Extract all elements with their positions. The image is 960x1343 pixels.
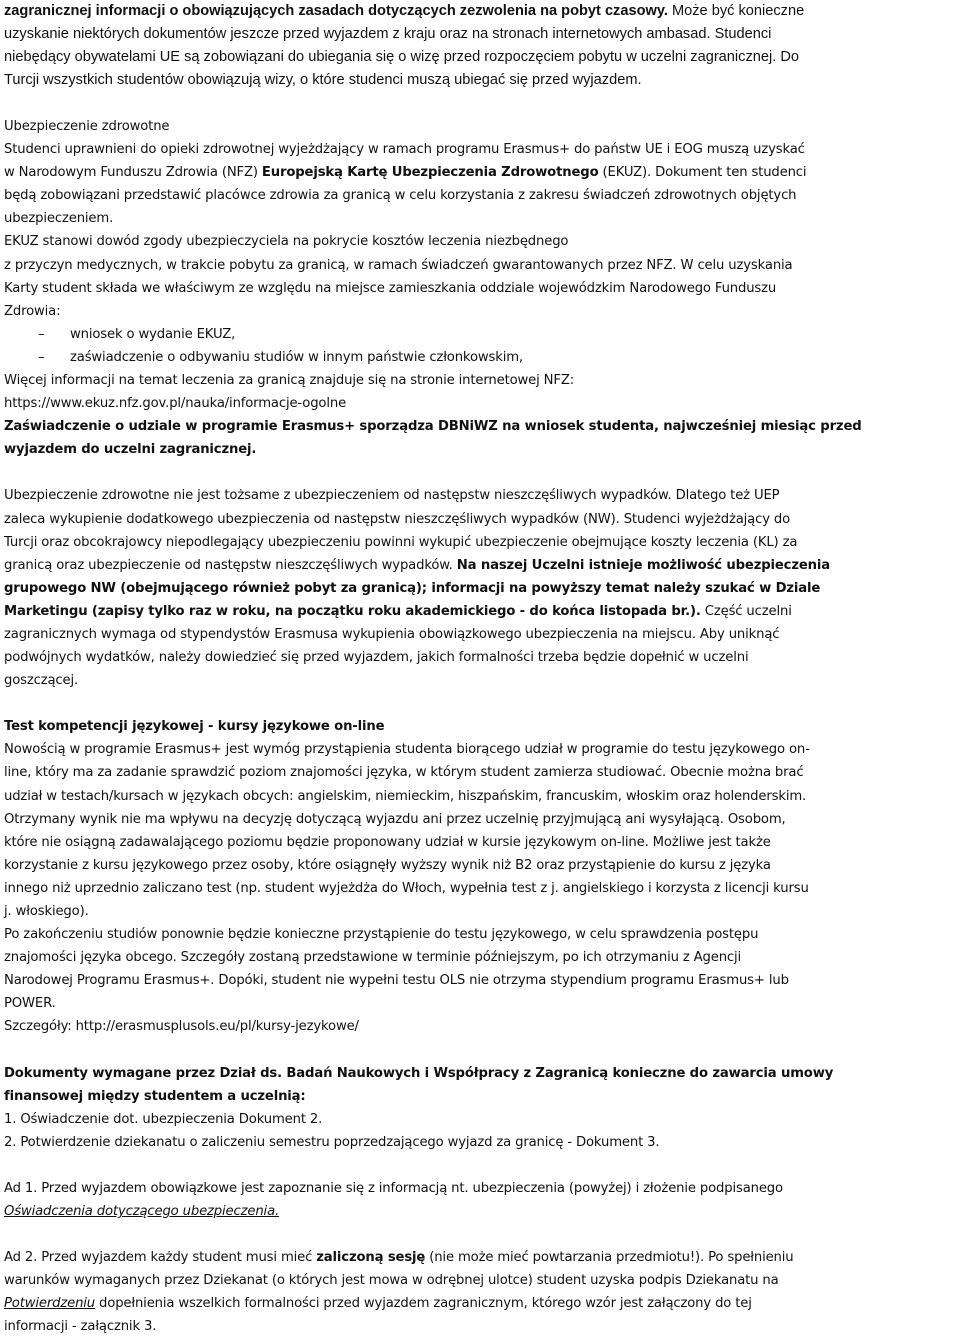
nw-text-b: Część uczelni zagranicznych wymaga od stypendystów Erasmusa wykupienia obowiązkowego ubezpieczenia na miejscu. Aby uniknąć podwójnych wydatków, należy dowiedzieć się przed wyjazdem, jakich formalności trzeba będzie dopełnić w uczelni goszczącej. bbox=[4, 603, 792, 689]
list-item bbox=[4, 346, 956, 369]
intro-bold-text: zagranicznej informacji o obowiązujących zasadach dotyczących zezwolenia na pobyt czasowy. bbox=[4, 3, 668, 19]
health-text-a: Studenci uprawnieni do opieki zdrowotnej wyjeżdżający w ramach programu Erasmus+ do państw UE i EOG muszą uzyskać w Narodowym Funduszu Zdrowia (NFZ) bbox=[4, 142, 805, 181]
section-heading-documents: Dokumenty wymagane przez Dział ds. Badań Naukowych i Współpracy z Zagranicą konieczne do zawarcia umowy finansowej między studentem a uczelnią: bbox=[4, 1065, 834, 1104]
ad2-paragraph bbox=[4, 1246, 956, 1338]
dash-bullet: – bbox=[38, 326, 45, 342]
section-heading-language: Test kompetencji językowej - kursy językowe on-line bbox=[4, 719, 385, 735]
spacer bbox=[4, 1154, 956, 1177]
spacer bbox=[4, 461, 956, 484]
accident-insurance-paragraph bbox=[4, 484, 956, 692]
certificate-note: Zaświadczenie o udziale w programie Erasmus+ sporządza DBNiWZ na wniosek studenta, najwcześniej miesiąc przed wyjazdem do uczelni zagranicznej. bbox=[4, 419, 862, 458]
nw-text-a: Ubezpieczenie zdrowotne nie jest tożsame z ubezpieczeniem od następstw nieszczęśliwych wypadków. Dlatego też UEP zaleca wykupienie dodatkowego ubezpieczenia od następstw nieszczęśliwych wypadków (NW). Studenci wyjeżdżający do Turcji oraz obcokrajowcy niepodlegający ubezpieczeniu powinni wykupić ubezpieczenie obejmujące koszty leczenia (KL) za granicą oraz ubezpieczenie od następstw nieszczęśliwych wypadków. bbox=[4, 488, 798, 573]
nw-bold-text: Na naszej Uczelni istnieje możliwość ubezpieczenia grupowego NW (obejmującego również pobyt za granicą); informacji na powyższy temat należy szukać w Dziale Marketingu (zapisy tylko raz w roku, na początku roku akademickiego - do końca listopada br.). bbox=[4, 557, 831, 619]
intro-paragraph bbox=[4, 0, 956, 92]
document-list-item: 1. Oświadczenie dot. ubezpieczenia Dokument 2. bbox=[4, 1111, 323, 1127]
required-documents-section bbox=[4, 1062, 956, 1339]
dash-bullet: – bbox=[38, 349, 45, 365]
ad2-bold-text: zaliczoną sesję bbox=[316, 1250, 426, 1266]
health-text-b: (EKUZ). Dokument ten studenci będą zobowiązani przedstawić placówce zdrowia za granicą w celu korzystania z zakresu świadczeń zdrowotnych objętych ubezpieczeniem. bbox=[4, 165, 807, 227]
ekuz-bold-text: Europejską Kartę Ubezpieczenia Zdrowotnego bbox=[261, 165, 599, 181]
spacer bbox=[4, 1039, 956, 1062]
ad1-underlined-text: Oświadczenia dotyczącego ubezpieczenia. bbox=[4, 1204, 280, 1220]
intro-text: Może być konieczne uzyskanie niektórych dokumentów jeszcze przed wyjazdem z kraju oraz na stronach internetowych ambasad. Studenci niebędący obywatelami UE są zobowiązani do ubiegania się o wizę przed rozpoczęciem pobytu w uczelni zagranicznej. Do Turcji wszystkich studentów obowiązują wizy, o które studenci muszą ubiegać się przed wyjazdem. bbox=[4, 3, 805, 88]
list-item-text: zaświadczenie o odbywaniu studiów w innym państwie członkowskim, bbox=[70, 349, 523, 365]
health-insurance-section bbox=[4, 115, 956, 461]
section-heading-health: Ubezpieczenie zdrowotne bbox=[4, 119, 170, 134]
ad1-text: Ad 1. Przed wyjazdem obowiązkowe jest zapoznanie się z informacją nt. ubezpieczenia (powyżej) i złożenie podpisanego bbox=[4, 1180, 783, 1196]
spacer bbox=[4, 92, 956, 115]
health-paragraph-2: EKUZ stanowi dowód zgody ubezpieczyciela na pokrycie kosztów leczenia niezbędnego z przyczyn medycznych, w trakcie pobytu za granicą, w ramach świadczeń gwarantowanych przez NFZ. W celu uzyskania Karty student składa we właściwym ze względu na miejsce zamieszkania oddziale wojewódzkim Narodowego Funduszu Zdrowia: bbox=[4, 234, 793, 319]
language-test-section bbox=[4, 715, 956, 1038]
ad2-text-c: dopełnienia wszelkich formalności przed wyjazdem zagranicznym, którego wzór jest załączony do tej informacji - załącznik 3. bbox=[4, 1296, 752, 1335]
spacer bbox=[4, 1223, 956, 1246]
list-item-text: wniosek o wydanie EKUZ, bbox=[70, 326, 236, 342]
more-info-paragraph: Więcej informacji na temat leczenia za granicą znajduje się na stronie internetowej NFZ: https://www.ekuz.nfz.gov.pl/nauka/informacje-ogolne bbox=[4, 373, 574, 412]
list-item bbox=[4, 323, 956, 346]
language-paragraph-2: Po zakończeniu studiów ponownie będzie konieczne przystąpienie do testu językowego, w celu sprawdzenia postępu znajomości języka obcego. Szczegóły zostaną przedstawione w terminie późniejszym, po ich otrzymaniu z Agencji Narodowej Programu Erasmus+. Dopóki, student nie wypełni testu OLS nie otrzyma stypendium programu Erasmus+ lub POWER. bbox=[4, 927, 789, 1012]
ad2-underlined-text: Potwierdzeniu bbox=[4, 1296, 96, 1312]
ad2-text-a: Ad 2. Przed wyjazdem każdy student musi mieć bbox=[4, 1250, 317, 1266]
health-paragraph-1 bbox=[4, 138, 956, 230]
language-paragraph-1: Nowością w programie Erasmus+ jest wymóg przystąpienia studenta biorącego udział w programie do testu językowego on- line, który ma za zadanie sprawdzić poziom znajomości języka, w którym student zamierza studiować. Obecnie można brać udział w testach/kursach w językach obcych: angielskim, niemieckim, hiszpańskim, francuskim, włoskim oraz holenderskim. Otrzymany wynik nie ma wpływu na decyzję dotyczącą wyjazdu ani przez uczelnię przyjmującą ani wysyłającą. Osobom, które nie osiągną zadawalającego poziomu będzie proponowany udział w kursie językowym on-line. Możliwe jest także korzystanie z kursu językowego przez osoby, które osiągnęły wyższy wynik niż B2 oraz przystąpienie do kursu z języka innego niż uprzednio zaliczano test (np. student wyjeżdża do Włoch, wypełnia test z j. angielskiego i korzysta z licencji kursu j. włoskiego). bbox=[4, 742, 810, 919]
ad1-paragraph bbox=[4, 1177, 956, 1223]
language-details: Szczegóły: http://erasmusplusols.eu/pl/kursy-jezykowe/ bbox=[4, 1019, 359, 1035]
spacer bbox=[4, 692, 956, 715]
document-list-item: 2. Potwierdzenie dziekanatu o zaliczeniu semestru poprzedzającego wyjazd za granicę - Dokument 3. bbox=[4, 1134, 660, 1150]
ad2-text-b: (nie może mieć powtarzania przedmiotu!). Po spełnieniu warunków wymaganych przez Dziekanat (o których jest mowa w odrębnej ulotce) student uzyska podpis Dziekanatu na bbox=[4, 1250, 794, 1289]
